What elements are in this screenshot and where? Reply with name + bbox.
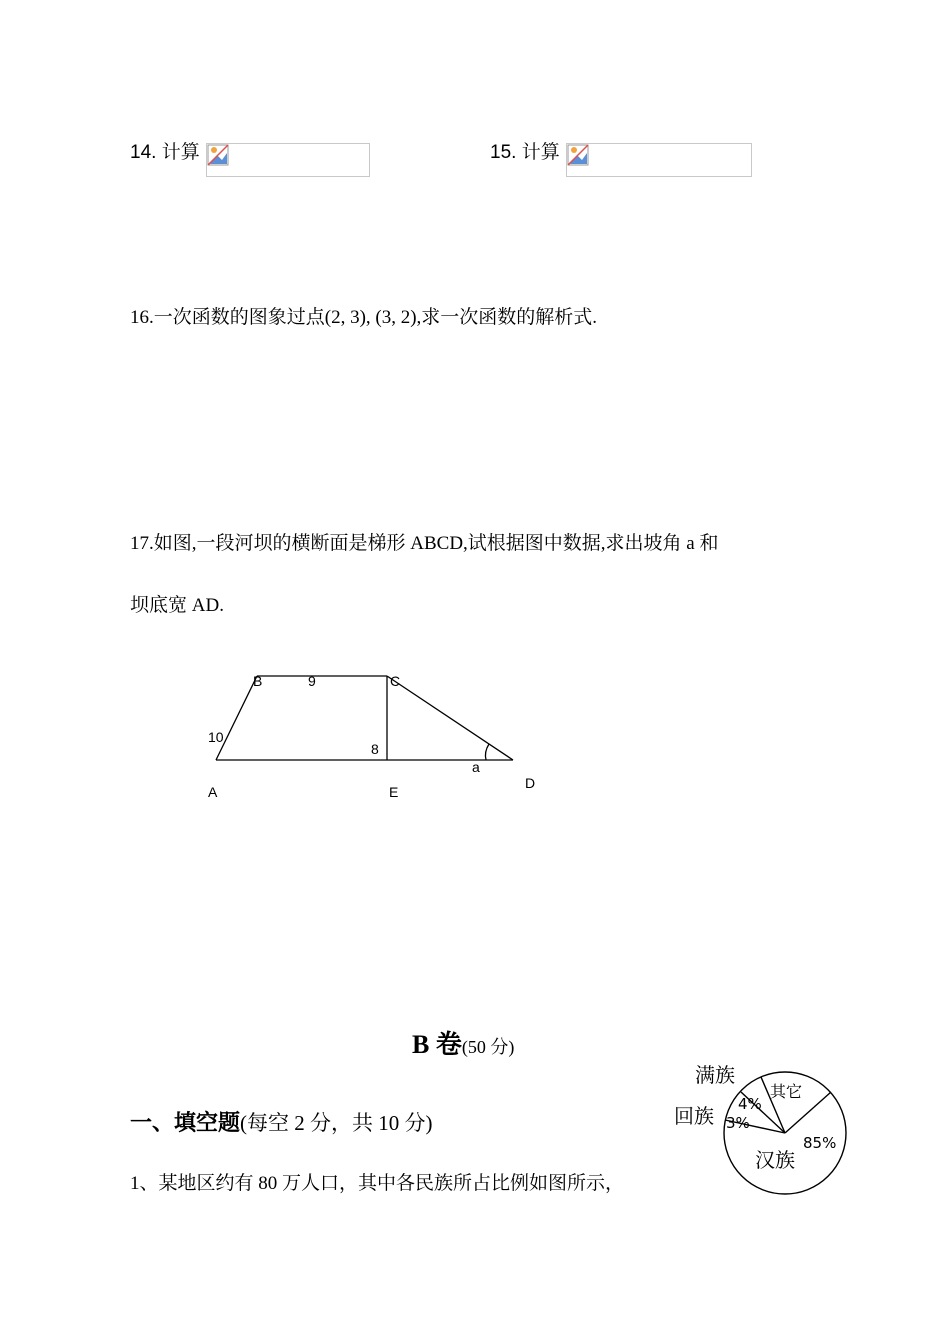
- pie-label-other: 其它: [770, 1082, 803, 1101]
- heading-text: 一、填空题: [130, 1110, 241, 1135]
- label-ce-length: 8: [371, 741, 379, 757]
- q17-line2: 坝底宽 AD.: [130, 595, 224, 616]
- q16-text: 16.一次函数的图象过点(2, 3), (3, 2),求一次函数的解析式.: [130, 307, 598, 328]
- label-b: B: [253, 673, 263, 689]
- heading-note: (每空 2 分，共 10 分): [240, 1111, 433, 1135]
- label-e: E: [389, 784, 399, 800]
- pie-label-hui-pct: 3%: [726, 1114, 750, 1132]
- label-a: A: [208, 784, 218, 800]
- q17-line1: 17.如图,一段河坝的横断面是梯形 ABCD,试根据图中数据,求出坡角 a 和: [130, 533, 719, 554]
- q14-number: 14.: [130, 142, 157, 163]
- section-b-name: B 卷: [412, 1030, 462, 1059]
- label-angle: a: [472, 759, 480, 775]
- label-bc-length: 9: [308, 673, 316, 689]
- label-ab-length: 10: [208, 729, 224, 745]
- b-q1-text: 1、某地区约有 80 万人口，其中各民族所占比例如图所示，: [130, 1173, 625, 1194]
- pie-label-manchu: 满族: [695, 1063, 735, 1087]
- pie-label-manchu-pct: 4%: [738, 1095, 762, 1113]
- pie-label-han: 汉族: [755, 1148, 795, 1172]
- q15-text: 计算: [521, 142, 560, 163]
- pie-label-han-pct: 85%: [803, 1134, 837, 1152]
- label-d: D: [525, 775, 536, 791]
- label-c: C: [390, 673, 401, 689]
- q14-text: 计算: [161, 142, 200, 163]
- q15-number: 15.: [490, 142, 517, 163]
- pie-label-hui: 回族: [674, 1104, 714, 1128]
- section-b-points: (50 分): [461, 1037, 515, 1057]
